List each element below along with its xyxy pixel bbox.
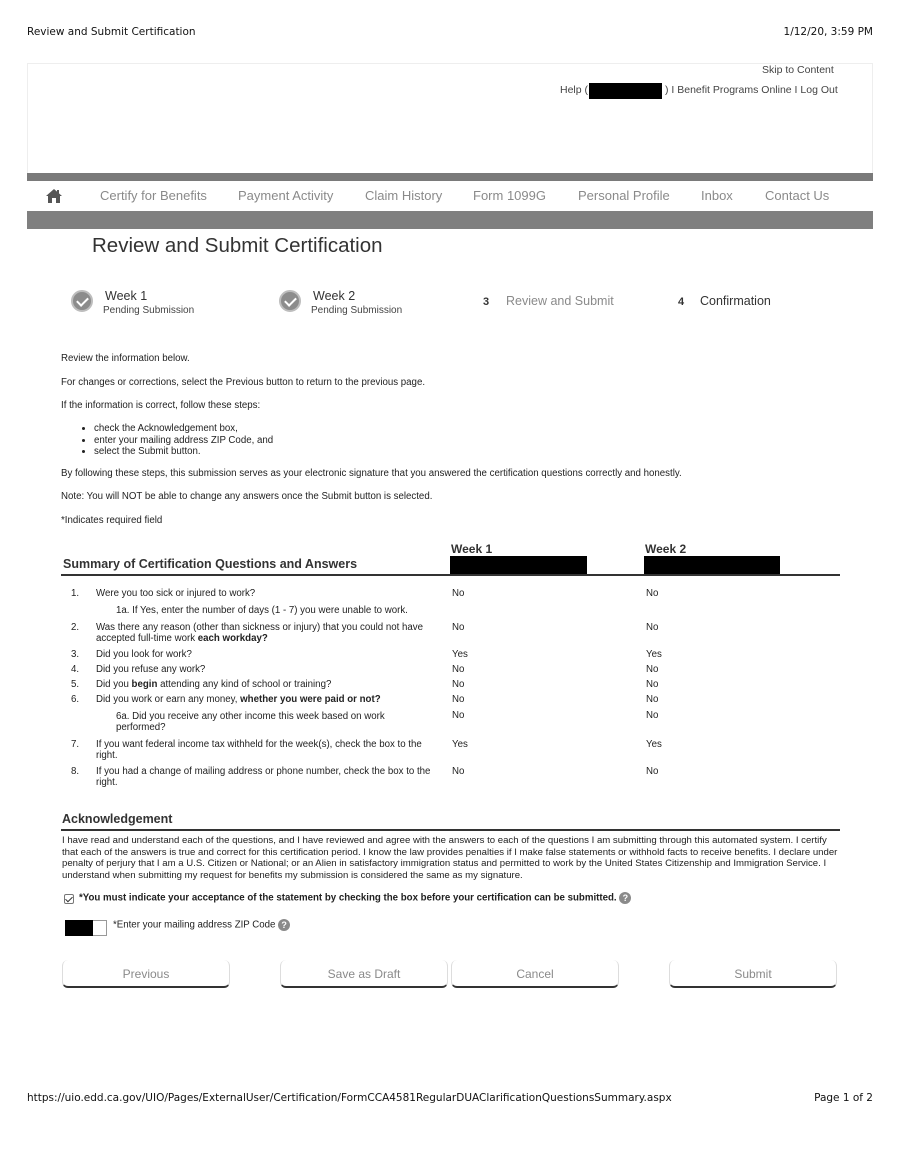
answer-week1: No bbox=[452, 588, 465, 599]
required-field-note: *Indicates required field bbox=[61, 515, 163, 526]
answer-week1: Yes bbox=[452, 649, 468, 660]
week1-header: Week 1 bbox=[451, 542, 493, 556]
question-text: 6a. Did you receive any other income this week based on work performed? bbox=[116, 711, 385, 733]
answer-week1: No bbox=[452, 766, 465, 777]
help-icon[interactable]: ? bbox=[619, 892, 631, 904]
answer-week2: No bbox=[646, 588, 659, 599]
step-3-label: Review and Submit bbox=[506, 294, 614, 308]
nav-top-bar bbox=[27, 173, 873, 181]
question-text: If you had a change of mailing address or phone number, check the box to the right. bbox=[96, 766, 431, 788]
redacted-zip bbox=[65, 920, 93, 936]
question-number: 2. bbox=[71, 622, 80, 633]
answer-week1: No bbox=[452, 622, 465, 633]
zip-code-label: *Enter your mailing address ZIP Code ? bbox=[113, 919, 290, 931]
step-3-number: 3 bbox=[483, 296, 490, 308]
acknowledgement-checkbox[interactable] bbox=[64, 894, 74, 904]
help-icon[interactable]: ? bbox=[278, 919, 290, 931]
nav-payment-activity[interactable]: Payment Activity bbox=[238, 188, 334, 203]
nav-personal-profile[interactable]: Personal Profile bbox=[578, 188, 670, 203]
nav-form-1099g[interactable]: Form 1099G bbox=[473, 188, 546, 203]
question-number: 3. bbox=[71, 649, 80, 660]
question-number: 1. bbox=[71, 588, 80, 599]
step-week2-status: Pending Submission bbox=[311, 305, 403, 316]
acknowledgement-text: I have read and understand each of the questions, and I have reviewed and agree with the answers to each of the questions I am submitting through this automated system. I certify that each of the answers is true and correct for this certification period. I know the law provides penalties if I make false statements or withhold facts to receive benefits. I declare under penalty of perjury that I am a U.S. Citizen or National; or an Alien in satisfactory immigration status and permitted to work by the United States Citizenship and Immigration Service. I understand when submitting my request for benefits my submission is considered the same as my signature. bbox=[62, 835, 838, 881]
step-4-number: 4 bbox=[678, 296, 685, 308]
redacted-week1-dates bbox=[450, 556, 587, 574]
question-text: Did you work or earn any money, whether you were paid or not? bbox=[96, 694, 381, 705]
skip-to-content-link[interactable]: Skip to Content bbox=[762, 64, 834, 76]
answer-week2: No bbox=[646, 679, 659, 690]
list-item: • select the Submit button. bbox=[94, 446, 273, 458]
summary-divider bbox=[61, 574, 840, 576]
instruction-note: Note: You will NOT be able to change any answers once the Submit button is selected. bbox=[61, 491, 433, 502]
nav-bottom-bar bbox=[27, 211, 873, 229]
help-link[interactable]: Help ( bbox=[560, 84, 589, 96]
previous-button[interactable]: Previous bbox=[62, 960, 230, 988]
answer-week2: No bbox=[646, 664, 659, 675]
nav-claim-history[interactable]: Claim History bbox=[365, 188, 443, 203]
question-text: 1a. If Yes, enter the number of days (1 - 7) you were unable to work. bbox=[116, 605, 408, 616]
answer-week2: Yes bbox=[646, 649, 662, 660]
nav-inbox[interactable]: Inbox bbox=[701, 188, 733, 203]
question-number: 4. bbox=[71, 664, 80, 675]
instruction-review: Review the information below. bbox=[61, 353, 190, 364]
question-text: If you want federal income tax withheld for the week(s), check the box to the right. bbox=[96, 739, 422, 761]
question-number: 5. bbox=[71, 679, 80, 690]
instruction-signature: By following these steps, this submission serves as your electronic signature that you answered the certification questions correctly and honestly. bbox=[61, 468, 682, 479]
nav-certify-for-benefits[interactable]: Certify for Benefits bbox=[100, 188, 207, 203]
header-links[interactable]: ) I Benefit Programs Online I Log Out bbox=[665, 84, 838, 96]
nav-contact-us[interactable]: Contact Us bbox=[765, 188, 830, 203]
question-text: Was there any reason (other than sickness or injury) that you could not have accepted full-time work each workday? bbox=[96, 622, 424, 644]
submit-button[interactable]: Submit bbox=[669, 960, 837, 988]
list-item: • check the Acknowledgement box, bbox=[94, 423, 273, 435]
instruction-steps-intro: If the information is correct, follow these steps: bbox=[61, 400, 261, 411]
print-header-title: Review and Submit Certification bbox=[27, 26, 196, 38]
redacted-phone bbox=[589, 83, 662, 99]
step-week2-title: Week 2 bbox=[313, 289, 356, 303]
save-as-draft-button[interactable]: Save as Draft bbox=[280, 960, 448, 988]
instruction-changes: For changes or corrections, select the Previous button to return to the previous page. bbox=[61, 377, 426, 388]
question-number: 7. bbox=[71, 739, 80, 750]
acknowledgement-checkbox-label: *You must indicate your acceptance of the statement by checking the box before your certification can be submitted. ? bbox=[79, 892, 631, 904]
checkmark-icon bbox=[71, 290, 93, 312]
page-title: Review and Submit Certification bbox=[92, 234, 383, 257]
checkmark-icon bbox=[279, 290, 301, 312]
summary-title: Summary of Certification Questions and Answers bbox=[63, 557, 358, 571]
list-item: • enter your mailing address ZIP Code, and bbox=[94, 435, 273, 447]
question-number: 8. bbox=[71, 766, 80, 777]
answer-week2: No bbox=[646, 766, 659, 777]
step-week1-status: Pending Submission bbox=[103, 305, 195, 316]
answer-week1: Yes bbox=[452, 739, 468, 750]
home-icon[interactable] bbox=[45, 188, 63, 204]
answer-week2: No bbox=[646, 694, 659, 705]
answer-week1: No bbox=[452, 664, 465, 675]
answer-week2: No bbox=[646, 622, 659, 633]
question-text: Were you too sick or injured to work? bbox=[96, 588, 256, 599]
question-text: Did you look for work? bbox=[96, 649, 192, 660]
step-week1-title: Week 1 bbox=[105, 289, 148, 303]
redacted-week2-dates bbox=[644, 556, 780, 574]
answer-week2: Yes bbox=[646, 739, 662, 750]
instruction-steps-list bbox=[80, 423, 273, 458]
print-footer-url: https://uio.edd.ca.gov/UIO/Pages/ExternalUser/Certification/FormCCA4581RegularDUAClarificationQuestionsSummary.aspx bbox=[27, 1092, 672, 1104]
answer-week2: No bbox=[646, 710, 659, 721]
print-header-datetime: 1/12/20, 3:59 PM bbox=[783, 26, 873, 38]
answer-week1: No bbox=[452, 710, 465, 721]
answer-week1: No bbox=[452, 694, 465, 705]
acknowledgement-divider bbox=[61, 829, 840, 831]
question-number: 6. bbox=[71, 694, 80, 705]
main-nav bbox=[27, 181, 873, 211]
cancel-button[interactable]: Cancel bbox=[451, 960, 619, 988]
question-text: Did you refuse any work? bbox=[96, 664, 206, 675]
week2-header: Week 2 bbox=[645, 542, 687, 556]
answer-week1: No bbox=[452, 679, 465, 690]
acknowledgement-title: Acknowledgement bbox=[62, 812, 173, 826]
step-4-label: Confirmation bbox=[700, 294, 771, 308]
print-footer-page: Page 1 of 2 bbox=[814, 1092, 873, 1104]
question-text: Did you begin attending any kind of school or training? bbox=[96, 679, 332, 690]
